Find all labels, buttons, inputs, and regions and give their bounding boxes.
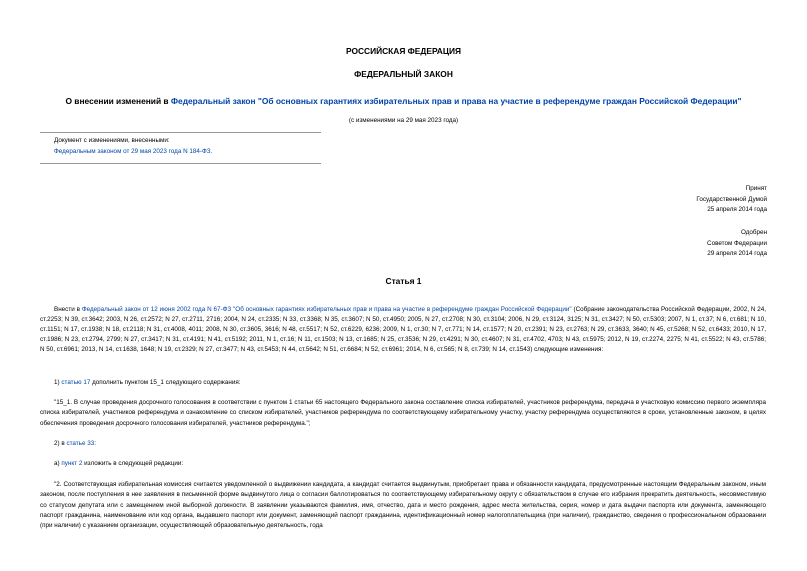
accepted-line: Принят: [745, 185, 767, 192]
revision-note: (с изменениями на 29 мая 2023 года): [348, 117, 459, 124]
document-changes-label: Документ с изменениями, внесенными:: [54, 137, 170, 144]
quote-point-2: "2. Соответствующая избирательная комиссия считается уведомленной о выдвижении кандидата, а кандидат считается выдвинутым, приобретает права и обязанности кандидата, предусмотренные настоящим Федеральным законом, иным законом, после поступления в нее заявления в письменной форме выдвинутого лица о согласии баллотироваться по соответствующему избирательному округу с обязательством в случае его избрания прекратить деятельность, несовместимую со статусом депутата или с замещением иной выборной должности. В заявлении указываются фамилия, имя, отчество, дата и место рождения, адрес места жительства, серия, номер и дата выдачи паспорта или документа, заменяющего паспорт гражданина, наименование или код органа, выдавшего паспорт или документ, заменяющий паспорт гражданина, идентификационный номер налогоплательщика (при наличии), гражданство, сведения о профессиональном образовании (при наличии) с указанием организации, осуществляющей образовательную деятельность, года: [40, 481, 766, 530]
accepted-date: 25 апреля 2014 года: [707, 206, 767, 213]
approved-block: [707, 228, 767, 260]
title-law-link[interactable]: Федеральный закон "Об основных гарантиях избирательных прав и права на участие в референдуме граждан Российской Федерации": [170, 96, 742, 106]
item-1: [54, 379, 241, 386]
article-title: Статья 1: [385, 276, 422, 286]
intro-paragraph: [40, 305, 766, 355]
approved-date: 29 апреля 2014 года: [707, 250, 767, 257]
item-2a: [54, 460, 183, 467]
item-1-link[interactable]: статью 17: [61, 379, 91, 386]
title-prefix: О внесении изменений в: [65, 96, 171, 106]
federation-heading: РОССИЙСКАЯ ФЕДЕРАЦИЯ: [345, 46, 462, 56]
accepted-by: Государственной Думой: [696, 195, 767, 203]
intro-law-link[interactable]: Федеральный закон от 12 июня 2002 года N 67-ФЗ "Об основных гарантиях избирательных прав и права на участие в референдуме граждан Российской Федерации": [81, 306, 572, 313]
item-2-prefix: 2) в: [54, 440, 67, 447]
item-2: [54, 440, 96, 447]
accepted-block: [696, 184, 767, 216]
intro-text: (Собрание законодательства Российской Федерации, 2002, N 24, ст.2253; N 39, ст.3642; 2003, N 26, ст.2572; N 27, ст.2711, 2716; 2004, N 24, ст.2335; N 33, ст.3368; N 35, ст.3607; N 50, ст.4950; 2005, N 27, ст.2708; N 30, ст.3104; 2006, N 29, ст.3124, 3125; N 31, ст.3427; N 50, ст.5303; 2007, N 1, ст.37; N 6, ст.681; N 10, ст.1151; N 17, ст.1938; N 18, ст.2118; N 31, ст.4008, 4011; 2008, N 30, ст.3605, 3616; N 48, ст.5517; N 52, ст.6229, 6236; 2009, N 1, ст.30; N 7, ст.771; N 14, ст.1577; N 20, ст.2391; N 23, ст.2763; N 29, ст.3633, 3640; N 45, ст.5268; N 52, ст.6433; 2010, N 17, ст.1986; N 23, ст.2794, 2799; N 27, ст.3417; N 31, ст.4191; N 41, ст.5192; 2011, N 1, ст.16; N 11, ст.1503; N 13, ст.1685; N 25, ст.3536; N 29, ст.4291; N 30, ст.4607; N 31, ст.4702, 4703; N 43, ст.5975; 2012, N 19, ст.2274, 2275; N 41, ст.5522; N 43, ст.5786; N 50, ст.6961; 2013, N 14, ст.1638, 1648; N 19, ст.2329; N 27, ст.3477; N 43, ст.5453; N 44, ст.5642; N 51, ст.6684; N 52, ст.6961; 2014, N 6, ст.565; N 8, ст.739; N 14, ст.1543) следующие изменения:: [40, 306, 767, 354]
item-2-link[interactable]: статье 33: [66, 440, 95, 447]
quote-15-1: "15_1. В случае проведения досрочного голосования в соответствии с пунктом 1 статьи 65 настоящего Федерального закона составление списка избирателей, участников референдума, передача в участковую комиссию первого экземпляра списка избирателей, участников референдума и ознакомление со списком избирателей, участников референдума по соответствующему избирательному участку, участку референдума осуществляются в сроки, установленные законом, в целях обеспечения проведения досрочного голосования избирателей, участников референдума.";: [40, 399, 766, 427]
item-2a-link[interactable]: пункт 2: [61, 460, 83, 467]
document-changes-box: [40, 132, 321, 164]
approved-by: Советом Федерации: [707, 239, 767, 247]
law-type-heading: ФЕДЕРАЛЬНЫЙ ЗАКОН: [354, 69, 453, 79]
approved-line: Одобрен: [740, 229, 767, 236]
item-1-prefix: 1): [54, 379, 62, 386]
item-2a-text: изложить в следующей редакции:: [82, 460, 184, 467]
item-2-text: :: [94, 440, 96, 447]
item-2a-prefix: а): [54, 460, 62, 467]
item-1-text: дополнить пунктом 15_1 следующего содержания:: [90, 379, 241, 386]
document-changes-link[interactable]: Федеральным законом от 29 мая 2023 года N 184-ФЗ.: [54, 148, 213, 155]
intro-prefix: Внести в: [54, 306, 82, 313]
document-title: [0, 96, 807, 106]
